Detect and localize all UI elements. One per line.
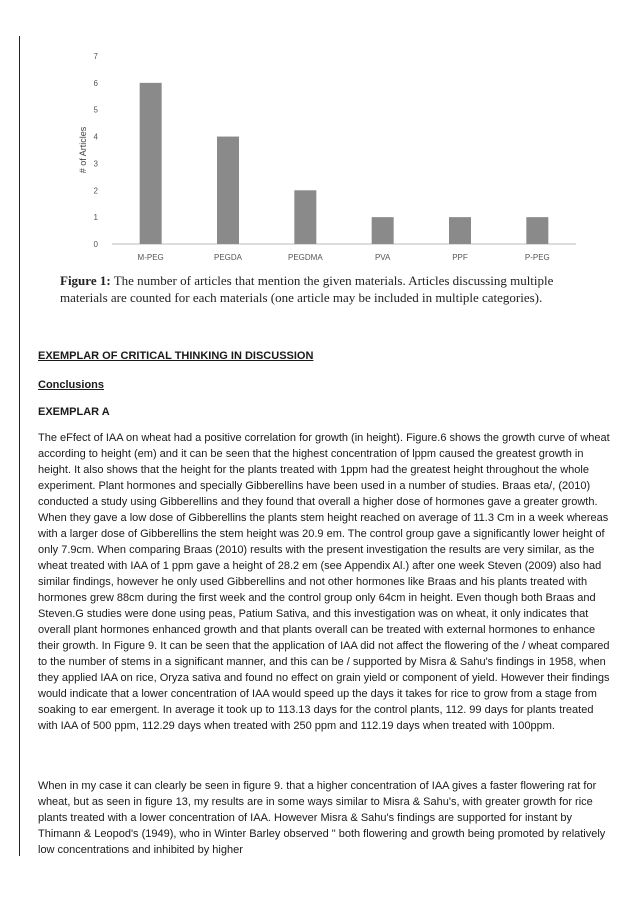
bar-m-peg bbox=[140, 83, 162, 244]
page-margin-line bbox=[19, 36, 20, 856]
bar-pva bbox=[372, 217, 394, 244]
y-tick-label: 5 bbox=[93, 105, 98, 115]
figure-caption-label: Figure 1: bbox=[60, 273, 111, 288]
bar-ppf bbox=[449, 217, 471, 244]
bar-pegda bbox=[217, 137, 239, 244]
x-tick-label: PEGDMA bbox=[287, 253, 323, 262]
figure-caption bbox=[60, 272, 600, 306]
paragraph-1: The eFfect of IAA on wheat had a positive correlation for growth (in height). Figure.6 shows the growth curve of wheat according to height (em) and it can be seen that the highest concentration of lppm caused the greatest growth in height. It also shows that the height for the plants treated with 1ppm had the greatest height throughout the whole experiment. Plant hormones and specially Gibberellins have been used in a number of studies. Braas eta/, (2010) conducted a study using Gibberellins and they found that overall a higher dose of hormones gave a greater growth. When they gave a low dose of Gibberellins the plants stem height reached on average of 11.3 Cm in a week whereas with a larger dose of Gibberellins the stem height was 20.9 em. The control group gave a significantly lower height of only 7.9cm. When comparing Braas (2010) results with the present investigation the results are very similar, as the wheat treated with IAA of 1 ppm gave a height of 28.2 em (see Appendix Al.) after one week Steven (2009) also had similar findings, however he only used Gibberellins and not other hormones like Braas and his plants treated with hormones grew 88cm during the first week and the control group only 64cm in height. Even though both Braas and Steven.G studies were done using peas, Patium Sativa, and this investigation was on wheat, it only indicates that overall plant hormones enhanced growth and that plants overall can be treated with external hormones to enhance their growth. In Figure 9. It can be seen that the application of IAA did not affect the flowering of the / wheat compared to the number of stems in a significant manner, and this can be / supported by Misra & Sahu's findings in 1958, when they applied IAA on rice, Oryza sativa and found no effect on grain yield or component of yield. However their findings would indicate that a lower concentration of IAA would speed up the days it takes for rice to grow from a stage from soaking to ear emergent. In average it took up to 113.13 days for the control plants, 112. 99 days for plants treated with IAA of 500 ppm, 112.29 days when treated with 250 ppm and 112.19 days when treated with 100ppm. bbox=[38, 432, 610, 732]
y-tick-label: 3 bbox=[93, 159, 98, 169]
x-tick-label: M-PEG bbox=[137, 253, 164, 262]
y-tick-label: 0 bbox=[93, 240, 98, 249]
x-tick-label: PPF bbox=[452, 253, 468, 262]
x-tick-label: PVA bbox=[374, 253, 391, 262]
bar-chart-svg bbox=[36, 36, 606, 276]
y-axis-label: # of Articles bbox=[78, 126, 88, 174]
figure-caption-text: The number of articles that mention the given materials. Articles discussing multiple materials are counted for each materials (one article may be included in multiple categories). bbox=[60, 273, 554, 305]
y-tick-label: 6 bbox=[93, 78, 98, 88]
paragraph-2: When in my case it can clearly be seen in figure 9. that a higher concentration of IAA gives a faster flowering rat for wheat, but as seen in figure 13, my results are in some ways similar to Misra & Sahu's, with greater growth for rice plants treated with a lower concentration of IAA. However Misra & Sahu's findings are supported for instant by Thimann & Leopod's (1949), who in Winter Barley observed " both flowering and growth being promoted by relatively low concentrations and inhibited by higher bbox=[38, 780, 606, 856]
conclusions-heading: Conclusions bbox=[38, 379, 105, 391]
x-tick-label: PEGDA bbox=[213, 253, 243, 262]
bar-pegdma bbox=[294, 190, 316, 244]
exemplar-heading: EXEMPLAR A bbox=[38, 406, 110, 418]
section-heading: EXEMPLAR OF CRITICAL THINKING IN DISCUSSION bbox=[38, 350, 314, 362]
bar-p-peg bbox=[526, 217, 548, 244]
y-tick-label: 4 bbox=[93, 132, 98, 142]
x-tick-label: P-PEG bbox=[524, 253, 550, 262]
y-tick-label: 2 bbox=[93, 186, 98, 196]
y-tick-label: 1 bbox=[93, 213, 98, 223]
y-tick-label: 7 bbox=[93, 52, 98, 61]
